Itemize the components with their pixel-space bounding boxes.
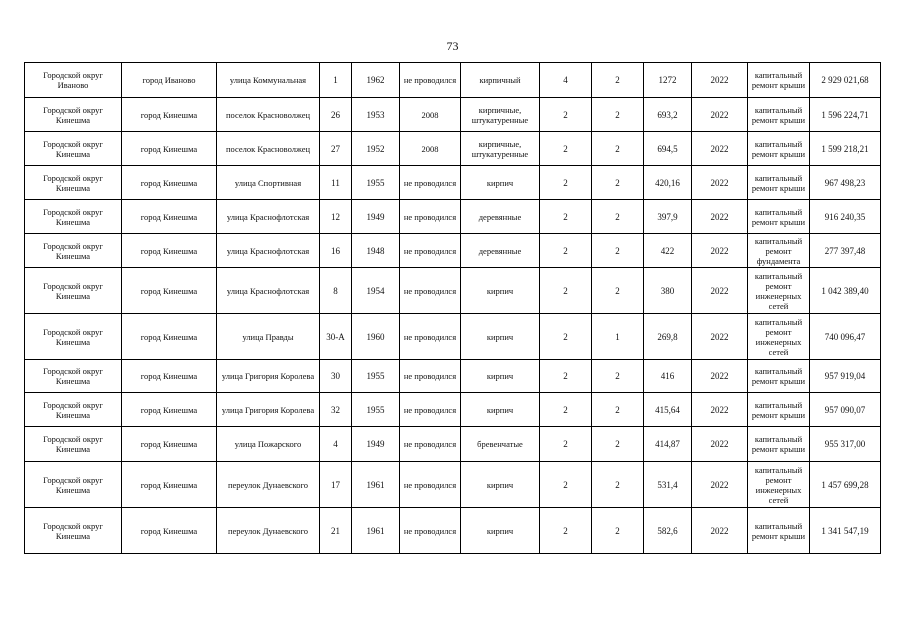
cell-area: 397,9 [644, 200, 692, 234]
cell-area: 380 [644, 268, 692, 314]
cell-plan-year: 2022 [692, 234, 748, 268]
cell-repair-type: капитальный ремонт фундамента [748, 234, 810, 268]
cell-house-number: 30-А [320, 314, 352, 360]
table-row [25, 462, 881, 508]
cell-entrances: 2 [592, 166, 644, 200]
cell-cost: 277 397,48 [810, 234, 881, 268]
table-row [25, 132, 881, 166]
cell-wall-material: кирпич [461, 462, 540, 508]
cell-repair-type: капитальный ремонт инженерных сетей [748, 268, 810, 314]
cell-plan-year: 2022 [692, 98, 748, 132]
cell-year-built: 1955 [352, 393, 400, 427]
cell-year-built: 1955 [352, 360, 400, 393]
cell-floors: 2 [540, 508, 592, 554]
cell-floors: 2 [540, 393, 592, 427]
cell-last-repair: не проводился [400, 234, 461, 268]
cell-floors: 2 [540, 314, 592, 360]
cell-year-built: 1949 [352, 200, 400, 234]
cell-municipality: Городской округ Кинешма [25, 166, 122, 200]
cell-municipality: Городской округ Иваново [25, 63, 122, 98]
cell-street: улица Правды [217, 314, 320, 360]
cell-settlement: город Кинешма [122, 314, 217, 360]
cell-wall-material: деревянные [461, 200, 540, 234]
cell-year-built: 1960 [352, 314, 400, 360]
cell-municipality: Городской округ Кинешма [25, 268, 122, 314]
cell-house-number: 16 [320, 234, 352, 268]
table-row [25, 200, 881, 234]
cell-repair-type: капитальный ремонт крыши [748, 508, 810, 554]
cell-plan-year: 2022 [692, 393, 748, 427]
cell-municipality: Городской округ Кинешма [25, 132, 122, 166]
cell-street: улица Пожарского [217, 427, 320, 462]
cell-entrances: 2 [592, 63, 644, 98]
cell-last-repair: не проводился [400, 200, 461, 234]
cell-repair-type: капитальный ремонт крыши [748, 393, 810, 427]
cell-last-repair: 2008 [400, 132, 461, 166]
cell-last-repair: не проводился [400, 314, 461, 360]
cell-house-number: 27 [320, 132, 352, 166]
cell-settlement: город Кинешма [122, 360, 217, 393]
cell-floors: 2 [540, 360, 592, 393]
cell-plan-year: 2022 [692, 132, 748, 166]
cell-settlement: город Кинешма [122, 427, 217, 462]
cell-cost: 916 240,35 [810, 200, 881, 234]
cell-house-number: 17 [320, 462, 352, 508]
cell-floors: 2 [540, 98, 592, 132]
cell-municipality: Городской округ Кинешма [25, 98, 122, 132]
cell-street: поселок Красноволжец [217, 132, 320, 166]
cell-floors: 2 [540, 166, 592, 200]
table-row [25, 508, 881, 554]
cell-area: 582,6 [644, 508, 692, 554]
cell-area: 422 [644, 234, 692, 268]
cell-plan-year: 2022 [692, 63, 748, 98]
cell-area: 1272 [644, 63, 692, 98]
cell-last-repair: не проводился [400, 268, 461, 314]
cell-municipality: Городской округ Кинешма [25, 393, 122, 427]
cell-repair-type: капитальный ремонт крыши [748, 166, 810, 200]
page-number: 73 [446, 39, 459, 53]
cell-municipality: Городской округ Кинешма [25, 508, 122, 554]
table-row [25, 166, 881, 200]
cell-last-repair: не проводился [400, 360, 461, 393]
cell-entrances: 2 [592, 393, 644, 427]
cell-cost: 955 317,00 [810, 427, 881, 462]
cell-entrances: 2 [592, 234, 644, 268]
cell-cost: 1 599 218,21 [810, 132, 881, 166]
table-row [25, 314, 881, 360]
cell-repair-type: капитальный ремонт инженерных сетей [748, 314, 810, 360]
cell-municipality: Городской округ Кинешма [25, 427, 122, 462]
cell-house-number: 30 [320, 360, 352, 393]
cell-street: улица Коммунальная [217, 63, 320, 98]
cell-settlement: город Кинешма [122, 234, 217, 268]
cell-entrances: 2 [592, 132, 644, 166]
cell-plan-year: 2022 [692, 427, 748, 462]
cell-floors: 2 [540, 200, 592, 234]
cell-street: улица Краснофлотская [217, 234, 320, 268]
cell-repair-type: капитальный ремонт крыши [748, 200, 810, 234]
cell-last-repair: не проводился [400, 63, 461, 98]
cell-cost: 1 596 224,71 [810, 98, 881, 132]
cell-house-number: 21 [320, 508, 352, 554]
cell-municipality: Городской округ Кинешма [25, 360, 122, 393]
cell-repair-type: капитальный ремонт крыши [748, 132, 810, 166]
cell-house-number: 32 [320, 393, 352, 427]
cell-wall-material: деревянные [461, 234, 540, 268]
cell-last-repair: не проводился [400, 508, 461, 554]
cell-entrances: 2 [592, 360, 644, 393]
cell-year-built: 1961 [352, 508, 400, 554]
cell-wall-material: кирпич [461, 314, 540, 360]
cell-floors: 2 [540, 427, 592, 462]
cell-settlement: город Кинешма [122, 200, 217, 234]
table-row [25, 268, 881, 314]
cell-year-built: 1953 [352, 98, 400, 132]
cell-street: переулок Дунаевского [217, 508, 320, 554]
cell-year-built: 1954 [352, 268, 400, 314]
cell-wall-material: кирпич [461, 508, 540, 554]
cell-settlement: город Кинешма [122, 98, 217, 132]
cell-plan-year: 2022 [692, 508, 748, 554]
cell-municipality: Городской округ Кинешма [25, 200, 122, 234]
cell-settlement: город Кинешма [122, 508, 217, 554]
cell-cost: 2 929 021,68 [810, 63, 881, 98]
cell-wall-material: кирпич [461, 393, 540, 427]
cell-settlement: город Кинешма [122, 462, 217, 508]
cell-last-repair: не проводился [400, 427, 461, 462]
cell-municipality: Городской округ Кинешма [25, 234, 122, 268]
cell-last-repair: не проводился [400, 393, 461, 427]
cell-repair-type: капитальный ремонт крыши [748, 98, 810, 132]
table-body [25, 63, 881, 554]
cell-floors: 4 [540, 63, 592, 98]
cell-settlement: город Кинешма [122, 132, 217, 166]
cell-plan-year: 2022 [692, 314, 748, 360]
cell-entrances: 1 [592, 314, 644, 360]
cell-street: улица Краснофлотская [217, 200, 320, 234]
cell-year-built: 1949 [352, 427, 400, 462]
cell-entrances: 2 [592, 200, 644, 234]
cell-entrances: 2 [592, 268, 644, 314]
cell-street: переулок Дунаевского [217, 462, 320, 508]
cell-house-number: 12 [320, 200, 352, 234]
cell-plan-year: 2022 [692, 200, 748, 234]
table-row [25, 427, 881, 462]
cell-settlement: город Кинешма [122, 166, 217, 200]
cell-cost: 967 498,23 [810, 166, 881, 200]
cell-area: 694,5 [644, 132, 692, 166]
cell-plan-year: 2022 [692, 268, 748, 314]
cell-floors: 2 [540, 462, 592, 508]
cell-wall-material: кирпич [461, 268, 540, 314]
table-row [25, 393, 881, 427]
housing-repair-table [24, 62, 881, 554]
cell-wall-material: кирпичные, штукатуренные [461, 98, 540, 132]
cell-cost: 957 919,04 [810, 360, 881, 393]
cell-municipality: Городской округ Кинешма [25, 314, 122, 360]
cell-plan-year: 2022 [692, 360, 748, 393]
cell-wall-material: кирпичные, штукатуренные [461, 132, 540, 166]
cell-entrances: 2 [592, 98, 644, 132]
cell-settlement: город Кинешма [122, 268, 217, 314]
cell-area: 415,64 [644, 393, 692, 427]
cell-cost: 1 457 699,28 [810, 462, 881, 508]
cell-repair-type: капитальный ремонт крыши [748, 63, 810, 98]
cell-house-number: 1 [320, 63, 352, 98]
cell-street: поселок Красноволжец [217, 98, 320, 132]
cell-year-built: 1955 [352, 166, 400, 200]
cell-entrances: 2 [592, 462, 644, 508]
cell-area: 269,8 [644, 314, 692, 360]
cell-entrances: 2 [592, 427, 644, 462]
cell-wall-material: бревенчатые [461, 427, 540, 462]
cell-year-built: 1952 [352, 132, 400, 166]
cell-street: улица Краснофлотская [217, 268, 320, 314]
cell-street: улица Григория Королева [217, 360, 320, 393]
cell-municipality: Городской округ Кинешма [25, 462, 122, 508]
table-row [25, 234, 881, 268]
cell-settlement: город Иваново [122, 63, 217, 98]
cell-street: улица Григория Королева [217, 393, 320, 427]
cell-cost: 957 090,07 [810, 393, 881, 427]
cell-wall-material: кирпич [461, 360, 540, 393]
table-row [25, 360, 881, 393]
cell-area: 414,87 [644, 427, 692, 462]
cell-settlement: город Кинешма [122, 393, 217, 427]
cell-year-built: 1962 [352, 63, 400, 98]
cell-wall-material: кирпичный [461, 63, 540, 98]
cell-entrances: 2 [592, 508, 644, 554]
cell-year-built: 1948 [352, 234, 400, 268]
table-row [25, 98, 881, 132]
cell-area: 693,2 [644, 98, 692, 132]
cell-house-number: 26 [320, 98, 352, 132]
cell-floors: 2 [540, 132, 592, 166]
cell-house-number: 4 [320, 427, 352, 462]
cell-area: 416 [644, 360, 692, 393]
cell-house-number: 11 [320, 166, 352, 200]
cell-street: улица Спортивная [217, 166, 320, 200]
cell-house-number: 8 [320, 268, 352, 314]
cell-area: 420,16 [644, 166, 692, 200]
cell-last-repair: не проводился [400, 462, 461, 508]
cell-floors: 2 [540, 268, 592, 314]
cell-area: 531,4 [644, 462, 692, 508]
cell-cost: 740 096,47 [810, 314, 881, 360]
cell-last-repair: не проводился [400, 166, 461, 200]
cell-repair-type: капитальный ремонт крыши [748, 427, 810, 462]
cell-wall-material: кирпич [461, 166, 540, 200]
cell-repair-type: капитальный ремонт крыши [748, 360, 810, 393]
cell-last-repair: 2008 [400, 98, 461, 132]
cell-plan-year: 2022 [692, 462, 748, 508]
cell-repair-type: капитальный ремонт инженерных сетей [748, 462, 810, 508]
cell-plan-year: 2022 [692, 166, 748, 200]
cell-floors: 2 [540, 234, 592, 268]
cell-year-built: 1961 [352, 462, 400, 508]
cell-cost: 1 042 389,40 [810, 268, 881, 314]
table-row [25, 63, 881, 98]
cell-cost: 1 341 547,19 [810, 508, 881, 554]
